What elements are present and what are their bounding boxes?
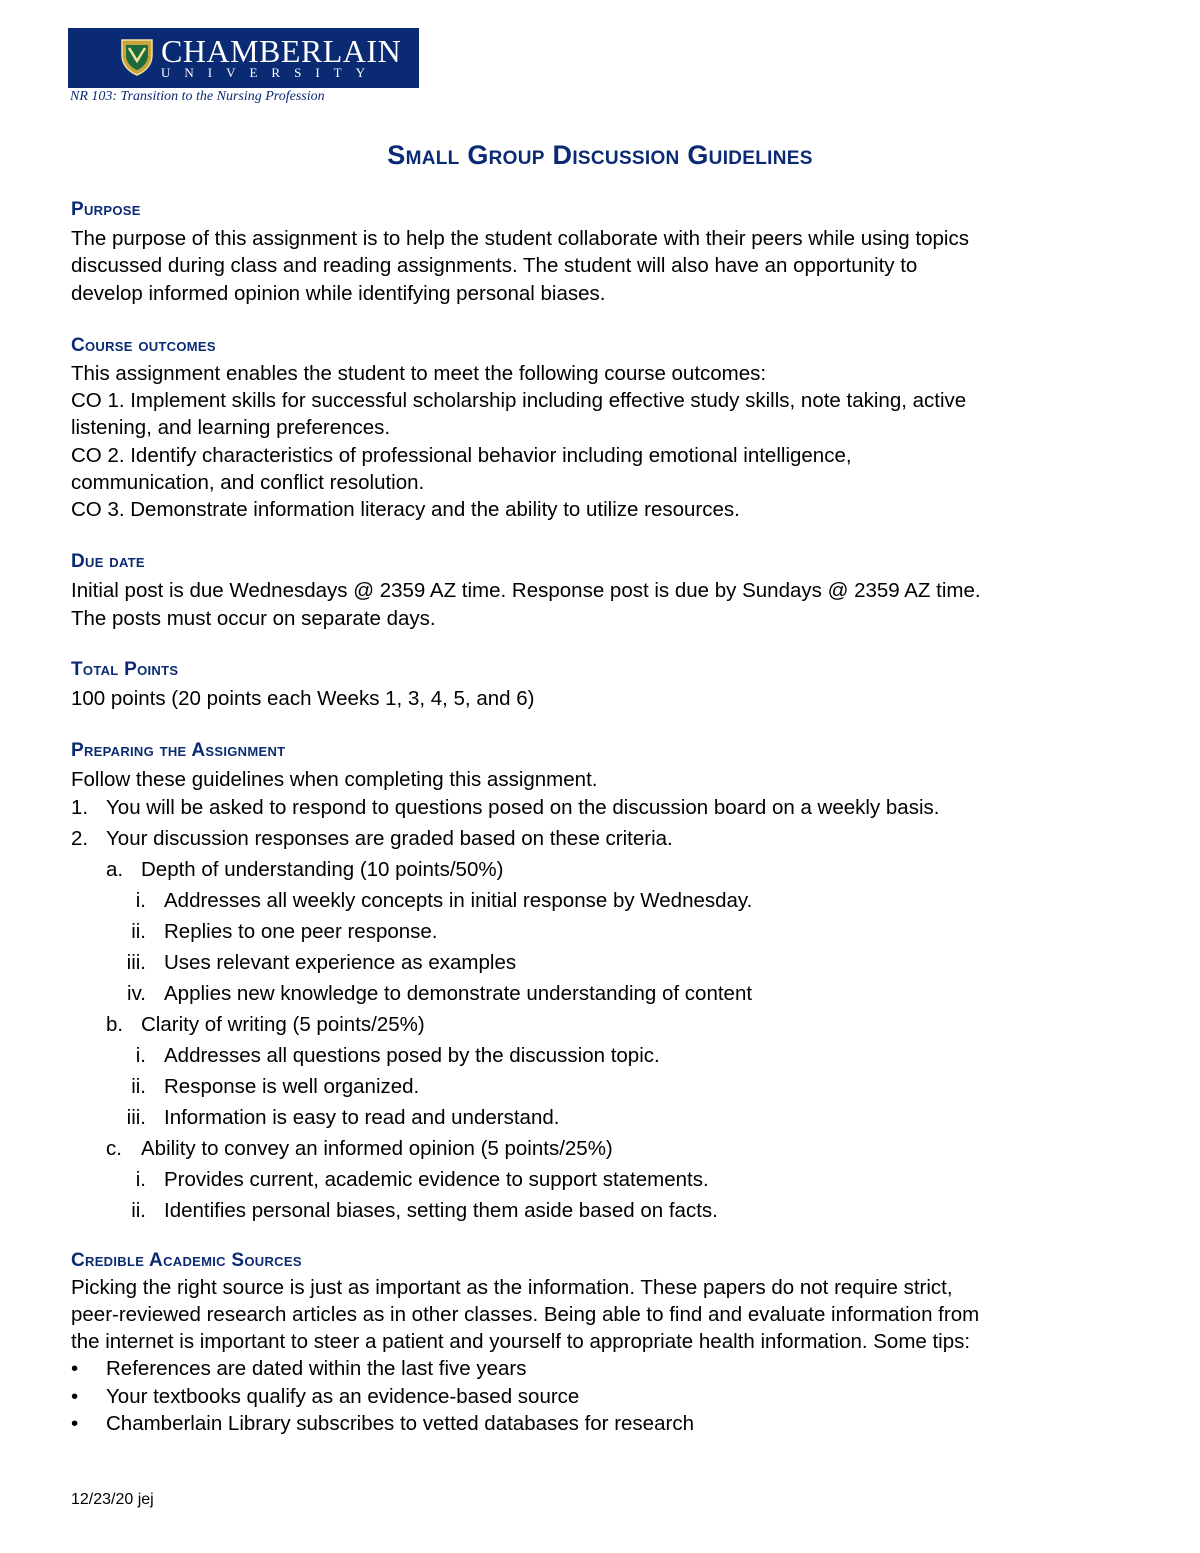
- list-marker: ii.: [131, 1075, 146, 1098]
- list-text: You will be asked to respond to questions posed on the discussion board on a weekly basis.: [106, 796, 940, 819]
- list-marker: b.: [106, 1013, 124, 1036]
- list-text: Your discussion responses are graded based on these criteria.: [106, 827, 673, 850]
- bullet-text: References are dated within the last five years: [106, 1357, 527, 1380]
- logo-wordmark: CHAMBERLAIN: [161, 33, 402, 69]
- purpose-line: develop informed opinion while identifying personal biases.: [71, 282, 606, 305]
- due-heading: Due date: [71, 551, 145, 572]
- outcomes-line: CO 2. Identify characteristics of professional behavior including emotional intelligence,: [71, 444, 852, 467]
- purpose-heading: Purpose: [71, 199, 141, 220]
- sources-heading: Credible Academic Sources: [71, 1250, 302, 1271]
- list-marker: 1.: [71, 796, 89, 819]
- list-text: Response is well organized.: [164, 1075, 420, 1098]
- purpose-line: The purpose of this assignment is to help the student collaborate with their peers while using topics: [71, 227, 969, 250]
- points-line: 100 points (20 points each Weeks 1, 3, 4, 5, and 6): [71, 687, 535, 710]
- list-text: Replies to one peer response.: [164, 920, 438, 943]
- list-marker: c.: [106, 1137, 122, 1160]
- sources-line: Picking the right source is just as important as the information. These papers do not require strict,: [71, 1276, 953, 1299]
- list-text: Addresses all questions posed by the discussion topic.: [164, 1044, 660, 1067]
- list-marker: ii.: [131, 1199, 146, 1222]
- due-line: Initial post is due Wednesdays @ 2359 AZ time. Response post is due by Sundays @ 2359 AZ time.: [71, 579, 981, 602]
- list-text: Ability to convey an informed opinion (5 points/25%): [141, 1137, 613, 1160]
- bullet-text: Chamberlain Library subscribes to vetted databases for research: [106, 1412, 694, 1435]
- list-text: Clarity of writing (5 points/25%): [141, 1013, 425, 1036]
- list-marker: i.: [135, 889, 146, 912]
- list-text: Addresses all weekly concepts in initial response by Wednesday.: [164, 889, 753, 912]
- bullet-marker: •: [71, 1385, 79, 1408]
- list-marker: i.: [135, 1044, 146, 1067]
- footer-text: 12/23/20 jej: [71, 1491, 154, 1508]
- sources-line: peer-reviewed research articles as in other classes. Being able to find and evaluate information from: [71, 1303, 980, 1326]
- list-text: Uses relevant experience as examples: [164, 951, 517, 974]
- outcomes-line: This assignment enables the student to meet the following course outcomes:: [71, 362, 767, 385]
- course-title: NR 103: Transition to the Nursing Profession: [70, 89, 325, 104]
- list-text: Information is easy to read and understand.: [164, 1106, 560, 1129]
- outcomes-line: communication, and conflict resolution.: [71, 471, 425, 494]
- list-text: Provides current, academic evidence to support statements.: [164, 1168, 709, 1191]
- shield-icon: [120, 37, 154, 77]
- list-text: Depth of understanding (10 points/50%): [141, 858, 504, 881]
- outcomes-line: CO 1. Implement skills for successful scholarship including effective study skills, note taking, active: [71, 389, 967, 412]
- list-text: Identifies personal biases, setting them aside based on facts.: [164, 1199, 718, 1222]
- list-marker: iii.: [126, 951, 146, 974]
- bullet-marker: •: [71, 1412, 79, 1435]
- due-line: The posts must occur on separate days.: [71, 607, 436, 630]
- list-marker: 2.: [71, 827, 89, 850]
- bullet-text: Your textbooks qualify as an evidence-based source: [106, 1385, 580, 1408]
- chamberlain-logo: [68, 28, 419, 88]
- purpose-line: discussed during class and reading assignments. The student will also have an opportunity to: [71, 254, 918, 277]
- outcomes-line: CO 3. Demonstrate information literacy and the ability to utilize resources.: [71, 498, 740, 521]
- preparing-intro: Follow these guidelines when completing this assignment.: [71, 768, 598, 791]
- outcomes-line: listening, and learning preferences.: [71, 416, 391, 439]
- bullet-marker: •: [71, 1357, 79, 1380]
- list-marker: iv.: [127, 982, 146, 1005]
- sources-line: the internet is important to steer a patient and yourself to appropriate health information. Some tips:: [71, 1330, 971, 1353]
- list-text: Applies new knowledge to demonstrate understanding of content: [164, 982, 753, 1005]
- list-marker: ii.: [131, 920, 146, 943]
- list-marker: iii.: [126, 1106, 146, 1129]
- list-marker: a.: [106, 858, 124, 881]
- points-heading: Total Points: [71, 659, 179, 680]
- list-marker: i.: [135, 1168, 146, 1191]
- preparing-heading: Preparing the Assignment: [71, 740, 286, 761]
- logo-subtitle: UNIVERSITY: [161, 65, 379, 80]
- outcomes-heading: Course outcomes: [71, 335, 216, 356]
- page-title: Small Group Discussion Guidelines: [387, 140, 813, 170]
